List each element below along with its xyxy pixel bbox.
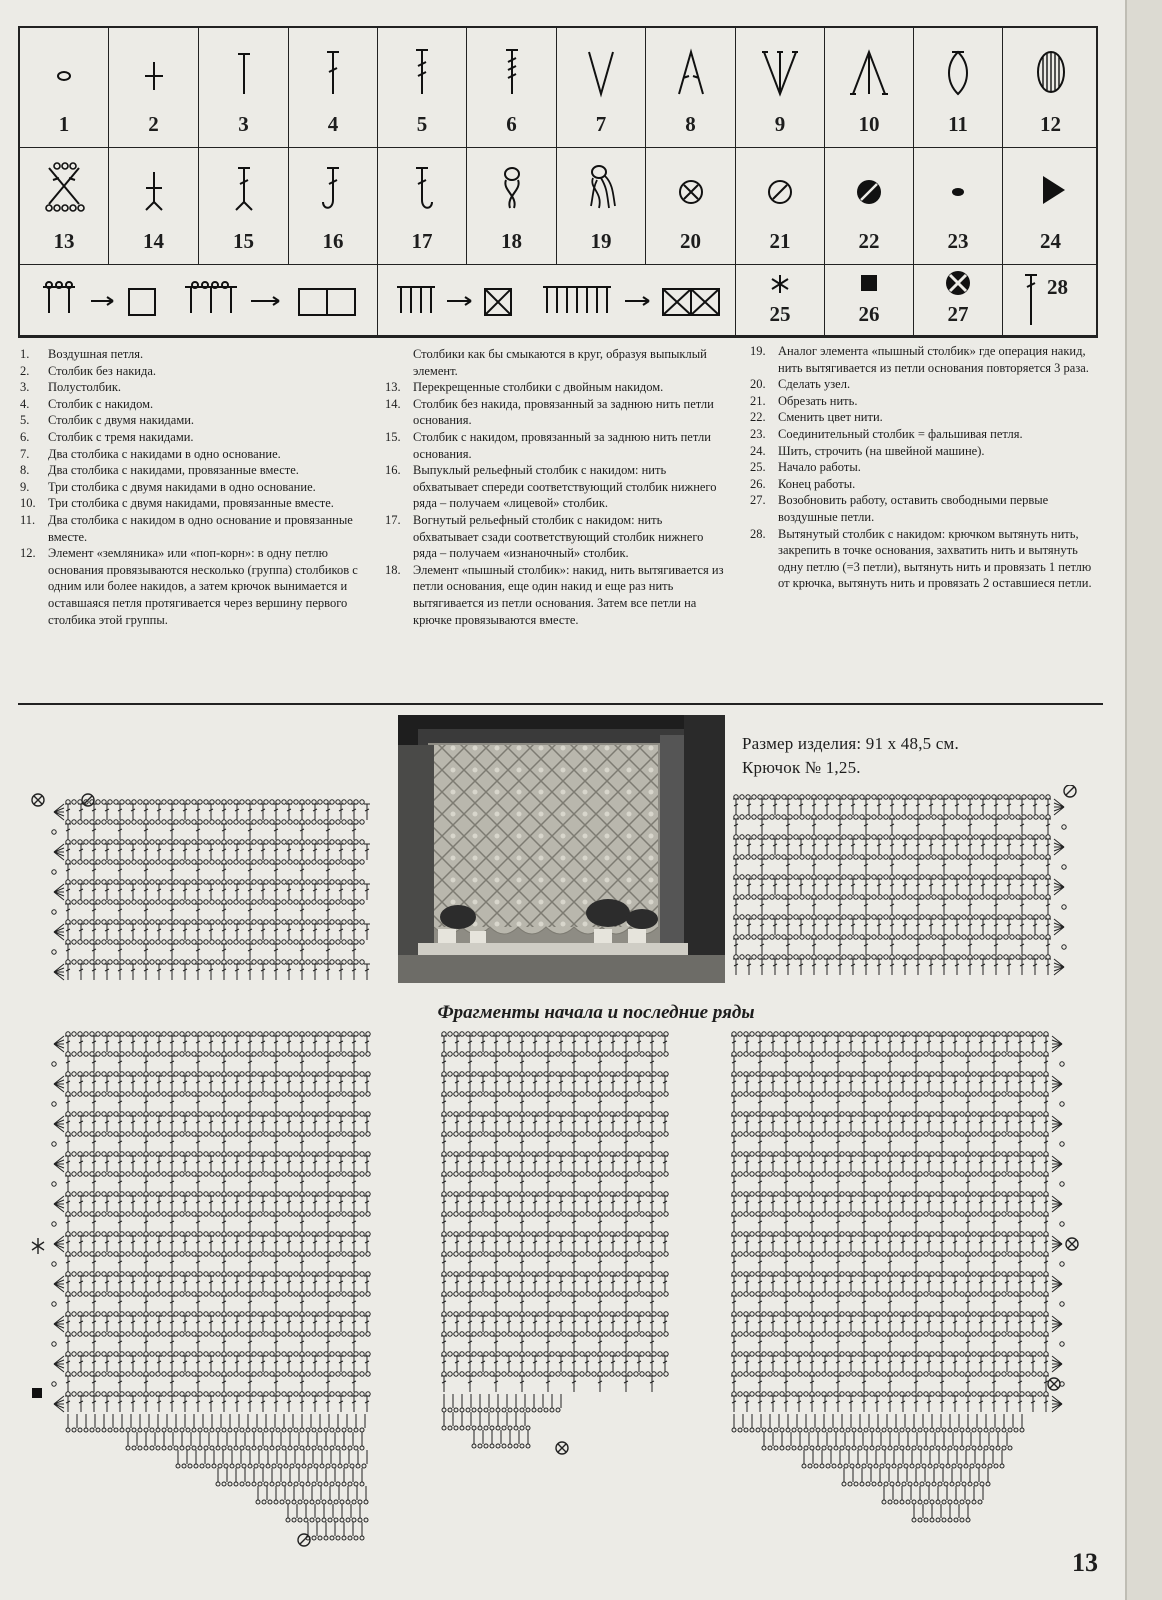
legend-item-number: 10. [20, 496, 36, 511]
legend-item [20, 379, 360, 396]
legend-item-number: 6. [20, 429, 30, 444]
legend-item-text: Перекрещенные столбики с двойным накидом. [413, 380, 664, 395]
double-crochet-icon [313, 38, 353, 98]
symbol-number: 26 [858, 302, 880, 326]
symbol-number: 18 [501, 229, 522, 253]
symbol-cell-3 [199, 28, 289, 148]
legend-item [20, 512, 360, 545]
crossed-stitch-icon [39, 158, 89, 218]
chart-fragment-bottom-middle [440, 1028, 690, 1478]
legend-continuation: Столбики как бы смыкаются в круг, образуя выпыклый элемент. [413, 347, 707, 378]
half-double-crochet-icon [224, 38, 264, 98]
legend-item-text: Два столбика с накидами в одно основание. [48, 446, 281, 461]
symbol-cell-18 [467, 148, 557, 265]
legend-item [20, 479, 360, 496]
symbol-cell-9 [736, 28, 825, 148]
symbol-number: 9 [774, 112, 786, 136]
legend-item-text: Аналог элемента «пышный столбик» где операция накид, нить вытягивается из петли основания повторяется 3 раза. [778, 344, 1089, 375]
legend-item-number: 4. [20, 396, 30, 411]
chart-fragment-top-left [28, 790, 378, 1000]
symbol-cell-6 [467, 28, 557, 148]
symbol-number: 3 [238, 112, 249, 136]
popcorn-icon [1031, 38, 1071, 98]
symbol-cell-13 [20, 148, 109, 265]
symbol-number: 14 [143, 229, 164, 253]
symbol-number: 25 [769, 302, 791, 326]
symbol-number: 23 [947, 229, 969, 253]
chart-fragment-bottom-right [730, 1028, 1100, 1573]
back-post-dc-icon [402, 158, 442, 218]
symbol-number: 5 [416, 112, 428, 136]
legend-item [750, 443, 1095, 460]
legend-item-text: Элемент «земляника» или «поп-корн»: в одну петлю основания провязываются несколько (группа) столбиков с одним или более накидов, а затем крючок вынимается и оставшаяся петля протягивается через вершину первого столбика этой группы. [48, 546, 358, 627]
legend-item-number: 2. [20, 363, 30, 378]
symbol-cell-15 [199, 148, 289, 265]
legend-item-number: 27. [750, 493, 766, 508]
legend-item-text: Воздушная петля. [48, 347, 144, 361]
legend-item-text: Выпуклый рельефный столбик с накидом: нить обхватывает спереди соответствующий столбик нижнего ряда – получаем «лицевой» столбик. [413, 463, 717, 511]
legend-item-number: 8. [20, 463, 30, 478]
chart-fragment-bottom-left [28, 1028, 388, 1588]
legend-item [750, 343, 1095, 376]
legend-item-number: 24. [750, 443, 766, 458]
symbol-cell-19 [557, 148, 646, 265]
symbol-cell-14 [109, 148, 199, 265]
symbol-number: 7 [595, 112, 607, 136]
symbol-cell-2 [109, 28, 199, 148]
legend-item-text: Столбик с тремя накидами. [48, 429, 194, 444]
legend-item [385, 512, 730, 562]
legend-item-text: Сменить цвет нити. [778, 410, 883, 425]
legend-item [750, 526, 1095, 592]
legend-item-number: 5. [20, 413, 30, 428]
legend-item [750, 393, 1095, 410]
symbol-number: 28 [1047, 275, 1068, 299]
symbol-number: 22 [858, 229, 880, 253]
double-treble-crochet-icon [492, 38, 532, 98]
legend-column-left [20, 346, 360, 628]
legend-column-right [750, 343, 1095, 592]
symbol-cell-25 [736, 265, 825, 336]
symbol-cell-17 [378, 148, 467, 265]
legend-item-text: Три столбика с двумя накидами, провязанные вместе. [48, 496, 334, 511]
symbol-cell-20 [646, 148, 736, 265]
legend-item-number: 17. [385, 512, 401, 527]
symbol-cell-24 [1003, 148, 1098, 265]
legend-item [20, 412, 360, 429]
legend-item-number: 11. [20, 512, 36, 527]
legend-item-text: Сделать узел. [778, 377, 851, 392]
symbol-number: 8 [685, 112, 696, 136]
cut-thread-icon [760, 158, 800, 218]
symbol-cell-5 [378, 28, 467, 148]
symbol-number: 15 [233, 229, 254, 253]
symbol-number: 19 [590, 229, 612, 253]
legend-item [750, 492, 1095, 525]
curtain-photo [398, 715, 725, 983]
symbol-number: 11 [948, 112, 968, 136]
legend-item-text: Вогнутый рельефный столбик с накидом: нить обхватывает сзади соответствующий столбик нижнего ряда – получаем «изнаночный» столбик. [413, 512, 704, 561]
symbol-number: 10 [858, 112, 880, 136]
fan-3-icon [758, 38, 802, 98]
symbol-cell-12 [1003, 28, 1098, 148]
symbol-cell-group-a [20, 265, 378, 336]
v-stitch-icon [581, 38, 621, 98]
symbol-number: 4 [327, 112, 339, 136]
legend-item-text: Начало работы. [778, 460, 861, 475]
cluster-3-icon [847, 38, 891, 98]
symbol-number: 17 [411, 229, 433, 253]
legend-column-middle [385, 346, 730, 628]
legend-item-number: 23. [750, 426, 766, 441]
single-crochet-icon [134, 38, 174, 98]
legend-item-text: Столбик без накида, провязанный за заднюю нить петли основания. [413, 396, 714, 428]
symbol-cell-10 [825, 28, 914, 148]
legend-item [750, 409, 1095, 426]
symbol-legend-grid [18, 26, 1098, 338]
symbol-number: 24 [1040, 229, 1061, 253]
legend-item-number: 15. [385, 429, 401, 444]
legend-item [20, 429, 360, 446]
start-asterisk-icon [760, 271, 800, 301]
legend-item-text: Конец работы. [778, 476, 856, 491]
back-loop-dc-icon [224, 158, 264, 218]
legend-item-number: 18. [385, 562, 401, 577]
legend-item [20, 363, 360, 380]
legend-item-text: Шить, строчить (на швейной машине). [778, 443, 985, 458]
cluster-shell-icon [938, 38, 978, 98]
legend-item-text: Столбик с накидом, провязанный за заднюю нить петли основания. [413, 429, 711, 461]
puff-stitch-icon [492, 158, 532, 218]
cluster-2-icon [671, 38, 711, 98]
legend-item-text: Соединительный столбик = фальшивая петля. [778, 426, 1023, 441]
legend-item-number: 1. [20, 347, 30, 361]
legend-item-number: 16. [385, 463, 401, 478]
legend-item-text: Три столбика с двумя накидами в одно основание. [48, 479, 316, 494]
symbol-number: 21 [769, 229, 791, 253]
long-dc-icon [1016, 271, 1046, 331]
symbol-number: 16 [322, 229, 344, 253]
legend-item-text: Возобновить работу, оставить свободными первые воздушные петли. [778, 493, 1049, 524]
symbol-number: 1 [58, 112, 70, 136]
legend-item-text: Обрезать нить. [778, 393, 858, 408]
legend-item-number: 13. [385, 380, 401, 395]
legend-item-number: 19. [750, 344, 766, 358]
symbol-cell-22 [825, 148, 914, 265]
symbol-cell-8 [646, 28, 736, 148]
legend-item [20, 346, 360, 363]
front-post-dc-icon [313, 158, 353, 218]
stitch-to-block-icon [29, 275, 369, 325]
treble-crochet-icon [402, 38, 442, 98]
legend-item-text: Элемент «пышный столбик»: накид, нить вытягивается из петли основания, еще один накид и еще раз нить вытягивается из петли основания. Затем все петли на крючке провязываются вместе. [413, 562, 724, 627]
product-size: Размер изделия: 91 х 48,5 см. [742, 734, 959, 753]
legend-item-number: 3. [20, 380, 30, 395]
legend-item [750, 459, 1095, 476]
symbol-cell-16 [289, 148, 378, 265]
end-square-icon [849, 271, 889, 301]
legend-item [385, 462, 730, 512]
legend-item-number: 14. [385, 396, 401, 411]
symbol-number: 2 [148, 112, 159, 136]
legend-item [750, 476, 1095, 493]
stitch-to-cross-icon [387, 275, 727, 325]
legend-item [385, 429, 730, 462]
page-edge [1125, 0, 1162, 1600]
resume-work-icon [938, 269, 978, 299]
legend-item [20, 495, 360, 512]
symbol-cell-26 [825, 265, 914, 336]
section-title: Фрагменты начала и последние ряды [437, 1002, 755, 1023]
legend-item [20, 446, 360, 463]
legend-item-text: Вытянутый столбик с накидом: крючком вытянуть нить, закрепить в точке основания, захватить нить и вытянуть одну петлю (=3 петли), вытянуть нить и провязать 1 петлю от крючка, вытянуть нить и провязать 2 оставшиеся петли. [778, 526, 1092, 591]
section-divider [18, 703, 1103, 705]
symbol-cell-28 [1003, 265, 1098, 336]
legend-item-number: 20. [750, 377, 766, 392]
symbol-cell-23 [914, 148, 1003, 265]
puff-3-icon [581, 158, 621, 218]
knot-icon [671, 158, 711, 218]
legend-item-text: Столбик без накида. [48, 363, 157, 378]
legend-item-text: Столбик с двумя накидами. [48, 413, 195, 428]
legend-item [385, 562, 730, 628]
back-loop-sc-icon [134, 158, 174, 218]
symbol-number: 20 [680, 229, 701, 253]
legend-item-number: 28. [750, 526, 766, 541]
legend-item-number: 25. [750, 460, 766, 475]
legend-item-text: Два столбика с накидами, провязанные вместе. [48, 463, 299, 478]
hook-size: Крючок № 1,25. [742, 758, 861, 777]
sew-triangle-icon [1031, 158, 1071, 218]
legend-item-number: 12. [20, 546, 36, 561]
symbol-number: 12 [1040, 112, 1061, 136]
page-number: 13 [1072, 1548, 1098, 1577]
symbol-cell-1 [20, 28, 109, 148]
legend-item-number: 26. [750, 476, 766, 491]
legend-item [385, 379, 730, 396]
legend-item-number: 22. [750, 410, 766, 425]
symbol-number: 6 [506, 112, 517, 136]
chain-stitch-icon [44, 38, 84, 98]
change-color-icon [849, 158, 889, 218]
symbol-cell-27 [914, 265, 1003, 336]
legend-item [750, 376, 1095, 393]
legend-item-text: Два столбика с накидом в одно основание и провязанные вместе. [48, 512, 353, 544]
symbol-cell-7 [557, 28, 646, 148]
symbol-cell-21 [736, 148, 825, 265]
symbol-cell-4 [289, 28, 378, 148]
legend-item [385, 396, 730, 429]
symbol-cell-group-b [378, 265, 736, 336]
legend-item-number: 7. [20, 446, 30, 461]
chart-fragment-top-right [730, 785, 1100, 995]
legend-item-text: Полустолбик. [48, 380, 122, 395]
legend-item [20, 545, 360, 628]
legend-item-number: 21. [750, 393, 766, 408]
legend-item [20, 396, 360, 413]
slip-stitch-icon [938, 158, 978, 218]
legend-item [20, 462, 360, 479]
legend-item-text: Столбик с накидом. [48, 396, 154, 411]
symbol-number: 27 [947, 302, 969, 326]
legend-item [750, 426, 1095, 443]
symbol-cell-11 [914, 28, 1003, 148]
legend-item-number: 9. [20, 479, 30, 494]
symbol-number: 13 [53, 229, 75, 253]
